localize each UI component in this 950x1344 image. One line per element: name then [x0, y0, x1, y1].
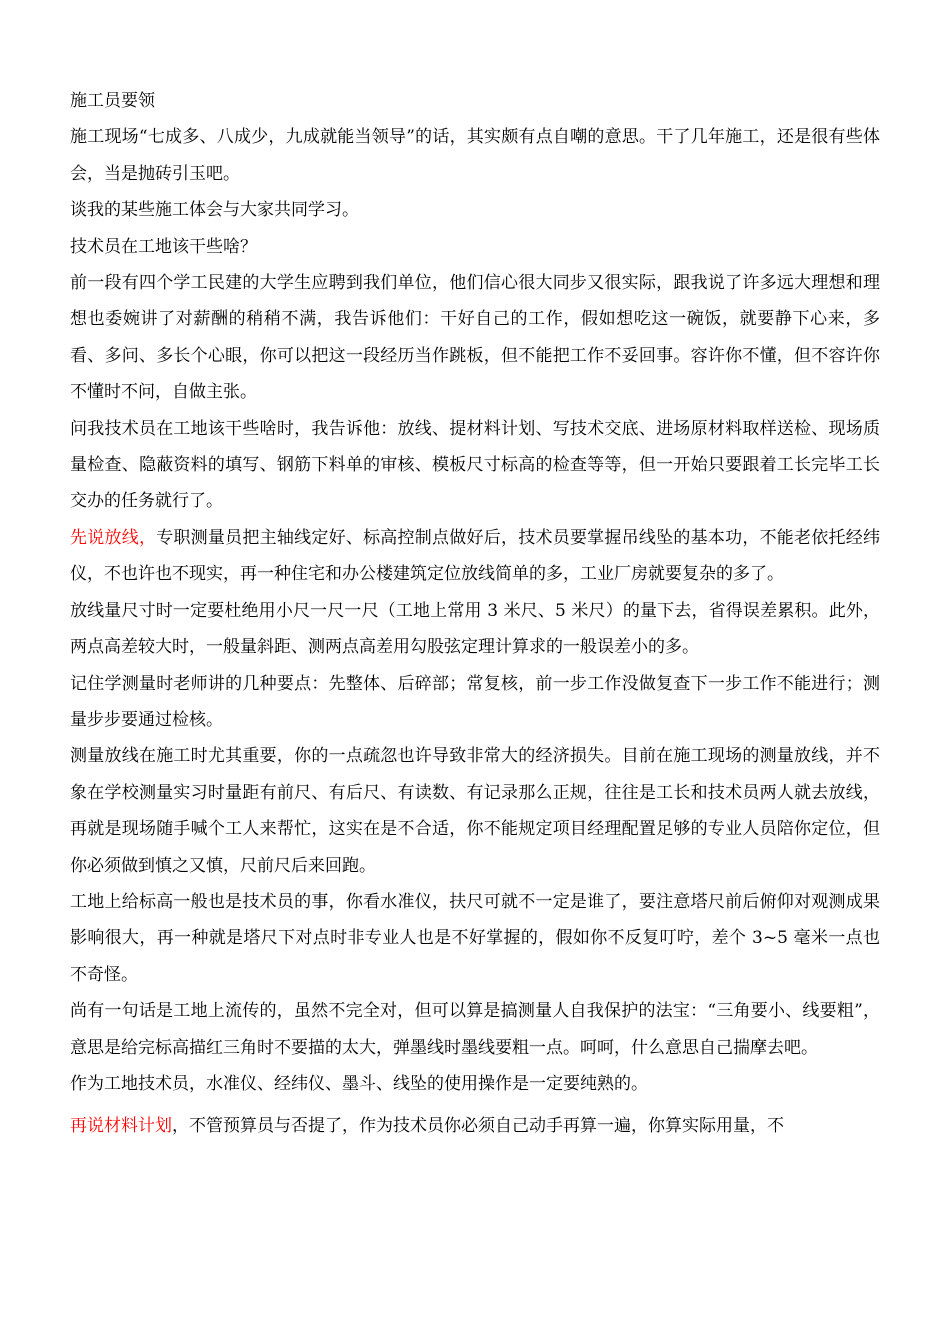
paragraph-elevation: 工地上给标高一般也是技术员的事，你看水准仪，扶尺可就不一定是谁了，要注意塔尺前后俯仰对观测成果影响很大，再一种就是塔尺下对点时非专业人也是不好掌握的，假如你不反复叮咛，差个 3~5 毫米一点也不奇怪。 — [70, 891, 880, 985]
paragraph-principles: 记住学测量时老师讲的几种要点：先整体、后碎部；常复核，前一步工作没做复查下一步工作不能进行；测量步步要通过检核。 — [70, 673, 880, 730]
paragraph-measuring: 放线量尺寸时一定要杜绝用小尺一尺一尺（工地上常用 3 米尺、5 米尺）的量下去，省得误差累积。此外，两点高差较大时，一般量斜距、测两点高差用勾股弦定理计算求的一般误差小的多。 — [70, 600, 880, 658]
paragraph-instruments: 作为工地技术员，水准仪、经纬仪、墨斗、线坠的使用操作是一定要纯熟的。 — [70, 1073, 648, 1094]
highlight-layout-heading: 先说放线， — [70, 527, 157, 548]
paragraph-layout-body: 专职测量员把主轴线定好、标高控制点做好后，技术员要掌握吊线坠的基本功，不能老依托经纬仪，不也许也不现实，再一种住宅和办公楼建筑定位放线简单的多，工业厂房就要复杂的多了。 — [70, 527, 881, 585]
paragraph-share: 谈我的某些施工体会与大家共同学习。 — [70, 200, 359, 221]
paragraph-graduates: 前一段有四个学工民建的大学生应聘到我们单位，他们信心很大同步又很实际，跟我说了许多远大理想和理想也委婉讲了对薪酬的稍稍不满，我告诉他们：干好自己的工作，假如想吃这一碗饭，就要静下心来，多看、多问、多长个心眼，你可以把这一段经历当作跳板，但不能把工作不妥回事。容许你不懂，但不容许你不懂时不问，自做主张。 — [70, 273, 880, 403]
highlight-materials-heading: 再说材料计划 — [70, 1116, 172, 1137]
paragraph-materials — [70, 1108, 880, 1144]
paragraph-duties: 问我技术员在工地该干些啥时，我告诉他：放线、提材料计划、写技术交底、进场原材料取样送检、现场质量检查、隐蔽资料的填写、钢筋下料单的审核、模板尺寸标高的检查等等，但一开始只要跟着工长完毕工长交办的任务就行了。 — [70, 418, 880, 512]
paragraph-materials-body: ，不管预算员与否提了，作为技术员你必须自己动手再算一遍，你算实际用量，不 — [172, 1116, 784, 1137]
paragraph-question: 技术员在工地该干些啥？ — [70, 236, 257, 257]
paragraph-saying: 尚有一句话是工地上流传的，虽然不完全对，但可以算是搞测量人自我保护的法宝：“三角要小、线要粗”，意思是给完标高描红三角时不要描的太大，弹墨线时墨线要粗一点。呵呵，什么意思自己揣摩去吧。 — [70, 1001, 880, 1058]
document-title: 施工员要领 — [70, 91, 155, 111]
paragraph-intro: 施工现场“七成多、八成少，九成就能当领导”的话，其实颇有点自嘲的意思。干了几年施工，还是很有些体会，当是抛砖引玉吧。 — [70, 127, 880, 184]
paragraph-importance: 测量放线在施工时尤其重要，你的一点疏忽也许导致非常大的经济损失。目前在施工现场的测量放线，并不象在学校测量实习时量距有前尺、有后尺、有读数、有记录那么正规，往往是工长和技术员两人就去放线，再就是现场随手喊个工人来帮忙，这实在是不合适，你不能规定项目经理配置足够的专业人员陪你定位，但你必须做到慎之又慎，尺前尺后来回跑。 — [70, 746, 880, 876]
paragraph-layout — [70, 520, 880, 593]
